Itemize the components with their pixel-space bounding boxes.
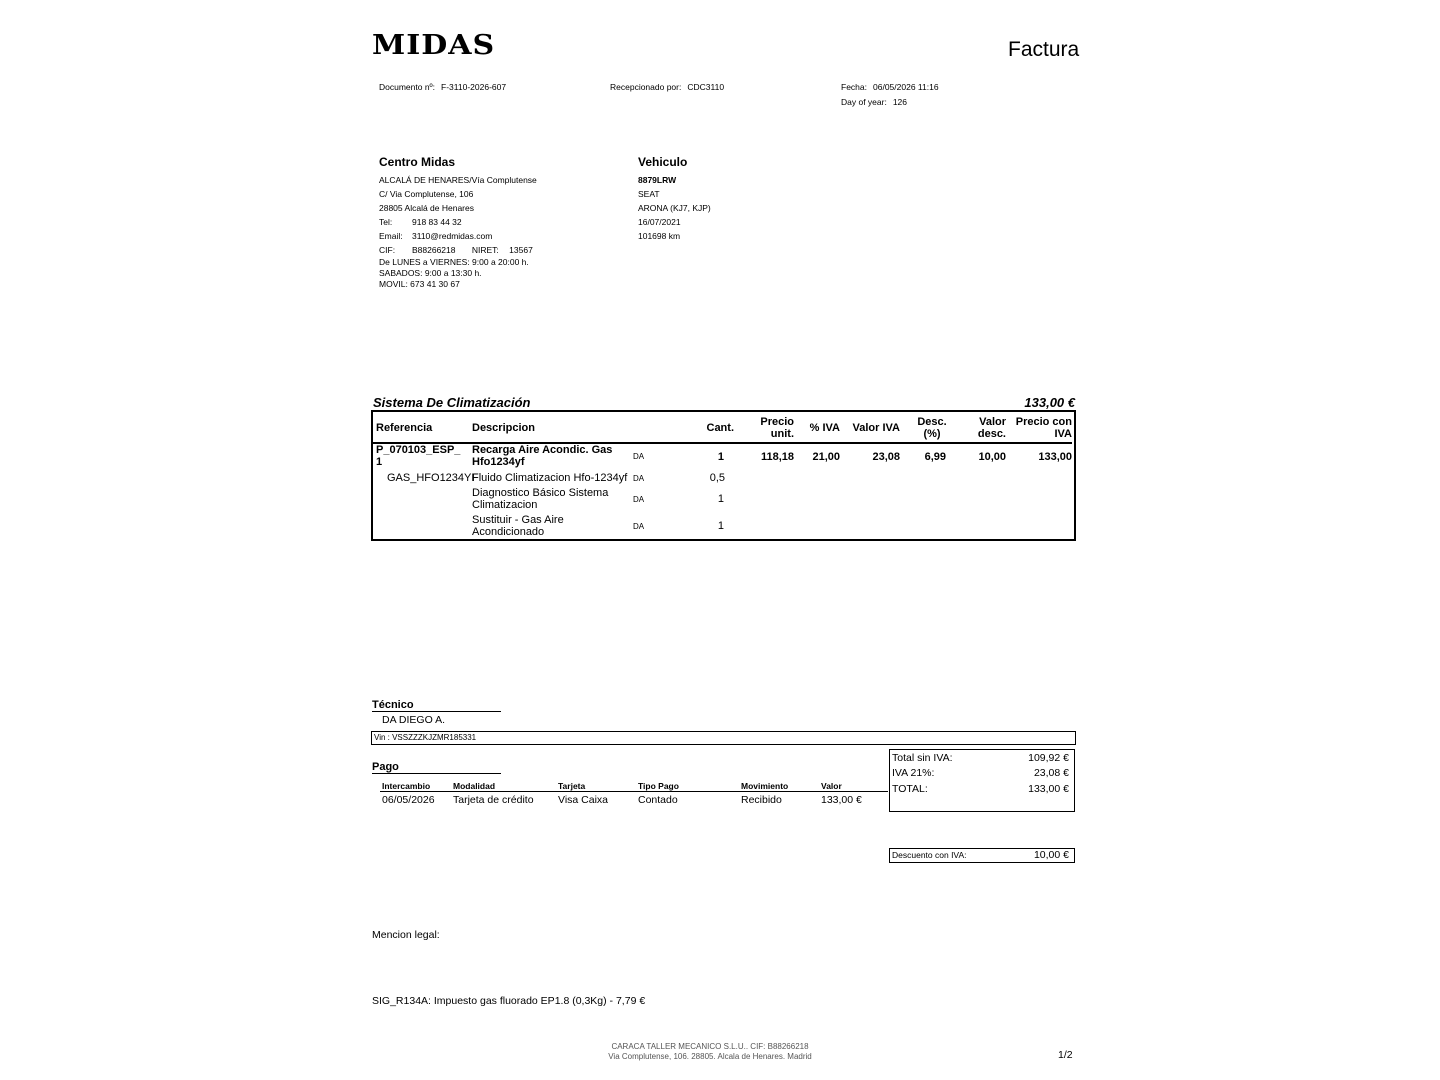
centro-hours2: SABADOS: 9:00 a 13:30 h.	[379, 268, 482, 278]
vehiculo-model: ARONA (KJ7, KJP)	[638, 203, 711, 213]
centro-line2: C/ Via Complutense, 106	[379, 189, 474, 199]
row1-desc-2: Hfo1234yf	[472, 456, 525, 468]
pago-valor: 133,00 €	[821, 794, 862, 806]
vehiculo-date: 16/07/2021	[638, 217, 681, 227]
row4-desc-1: Sustituir - Gas Aire	[472, 514, 564, 526]
recepcionado-por	[610, 82, 724, 92]
th-valor-desc-1: Valor	[979, 416, 1006, 428]
section-title: Sistema De Climatización	[373, 395, 531, 410]
row3-code: DA	[633, 495, 645, 504]
row1-ref-1: P_070103_ESP_	[376, 444, 461, 456]
centro-line3: 28805 Alcalá de Henares	[379, 203, 474, 213]
row3-cant: 1	[717, 493, 724, 505]
cif-label: CIF:	[379, 245, 396, 255]
row1-valor-iva: 23,08	[872, 451, 900, 463]
recepcionado-label: Recepcionado por:	[610, 82, 682, 92]
row2-cant: 0,5	[709, 472, 725, 484]
centro-hours1: De LUNES a VIERNES: 9:00 a 20:00 h.	[379, 257, 529, 267]
row4-desc	[472, 514, 564, 538]
day-value: 126	[892, 97, 908, 107]
tecnico-label: Técnico	[372, 699, 501, 712]
pago-th-tarjeta: Tarjeta	[558, 781, 586, 791]
total-value: 133,00 €	[1028, 783, 1069, 795]
footer-line2: Via Complutense, 106. 28805. Alcala de Henares. Madrid	[608, 1052, 812, 1061]
pago-tarjeta: Visa Caixa	[558, 794, 608, 806]
pago-th-tipo-pago: Tipo Pago	[638, 781, 679, 791]
niret-value: 13567	[509, 245, 533, 255]
descuento-label: Descuento con IVA:	[892, 850, 967, 860]
th-valor-desc	[960, 416, 1006, 440]
total-sin-iva-value: 109,92 €	[1028, 752, 1069, 764]
th-precio-unit	[744, 416, 794, 440]
fecha-value: 06/05/2026 11:16	[873, 82, 939, 92]
row3-desc	[472, 487, 608, 511]
centro-cif	[379, 243, 619, 257]
row4-code: DA	[633, 522, 645, 531]
day-label: Day of year:	[841, 97, 887, 107]
pago-th-intercambio: Intercambio	[382, 781, 431, 791]
total-label: TOTAL:	[892, 783, 928, 795]
th-descripcion: Descripcion	[472, 422, 535, 434]
vehiculo-title: Vehiculo	[638, 155, 688, 169]
th-cant: Cant.	[706, 422, 734, 434]
centro-tel	[379, 215, 619, 229]
th-desc-1: Desc.	[917, 416, 947, 428]
vehiculo-plate: 8879LRW	[638, 175, 677, 185]
day-of-year	[841, 97, 907, 107]
fecha-label: Fecha:	[841, 82, 867, 92]
niret-label: NIRET:	[471, 245, 499, 255]
centro-movil: MOVIL: 673 41 30 67	[379, 279, 460, 289]
mencion-legal: Mencion legal:	[372, 929, 440, 941]
row2-ref: GAS_HFO1234YF	[387, 472, 479, 484]
vin-box	[371, 731, 1076, 745]
descuento-value: 10,00 €	[1033, 849, 1069, 861]
pago-th-modalidad: Modalidad	[453, 781, 496, 791]
row2-code: DA	[633, 474, 645, 483]
row1-desc-1: Recarga Aire Acondic. Gas	[472, 444, 613, 456]
centro-block	[379, 155, 619, 290]
row1-precio: 118,18	[760, 451, 794, 463]
row4-desc-2: Acondicionado	[472, 526, 545, 538]
cif-value: B88266218	[412, 245, 456, 255]
footer-company	[560, 1042, 860, 1062]
row4-cant: 1	[717, 520, 724, 532]
section-total: 133,00 €	[1024, 395, 1075, 410]
th-valor-iva: Valor IVA	[852, 422, 900, 434]
table-row-1-ref	[376, 444, 460, 468]
footer-line1: CARACA TALLER MECANICO S.L.U.. CIF: B88266218	[611, 1042, 809, 1051]
recepcionado-value: CDC3110	[687, 82, 725, 92]
pago-label: Pago	[372, 761, 501, 774]
table-row-1-desc	[472, 444, 612, 468]
page-number: 1/2	[1058, 1049, 1073, 1061]
centro-email	[379, 229, 619, 243]
th-precio-unit-2: unit.	[770, 428, 794, 440]
row1-valor-desc: 10,00	[978, 451, 1006, 463]
row1-cant: 1	[717, 451, 724, 463]
documento-value: F-3110-2026-607	[441, 82, 507, 92]
vehiculo-km: 101698 km	[638, 231, 681, 241]
pago-movimiento: Recibido	[741, 794, 782, 806]
th-precio-iva	[1008, 416, 1072, 440]
row2-desc: Fluido Climatizacion Hfo-1234yf	[472, 472, 628, 484]
pago-th-movimiento: Movimiento	[741, 781, 789, 791]
total-sin-iva-label: Total sin IVA:	[892, 752, 953, 764]
midas-logo: MIDAS	[372, 29, 496, 62]
documento-number	[379, 82, 506, 92]
vin-text: Vin : VSSZZZKJZMR185331	[374, 733, 477, 742]
documento-label: Documento nº:	[379, 82, 436, 92]
row1-precio-iva: 133,00	[1038, 451, 1072, 463]
row3-desc-1: Diagnostico Básico Sistema	[472, 487, 609, 499]
centro-line1: ALCALÁ DE HENARES/Vía Complutense	[379, 175, 537, 185]
pago-tipo-pago: Contado	[638, 794, 678, 806]
row1-desc-pct: 6,99	[924, 451, 946, 463]
centro-title: Centro Midas	[379, 155, 456, 169]
row1-code: DA	[633, 452, 645, 461]
row3-desc-2: Climatizacion	[472, 499, 538, 511]
vehiculo-make: SEAT	[638, 189, 660, 199]
th-precio-iva-2: IVA	[1054, 428, 1072, 440]
row1-ref-2: 1	[376, 456, 383, 468]
th-precio-unit-1: Precio	[760, 416, 794, 428]
th-iva: % IVA	[809, 422, 840, 434]
th-desc-2: (%)	[923, 428, 941, 440]
pago-th-valor: Valor	[821, 781, 842, 791]
pago-modalidad: Tarjeta de crédito	[453, 794, 534, 806]
tel-label: Tel:	[379, 217, 393, 227]
sig-tax-note: SIG_R134A: Impuesto gas fluorado EP1.8 (0,3Kg) - 7,79 €	[372, 995, 646, 1007]
tel-value: 918 83 44 32	[412, 217, 462, 227]
row1-iva: 21,00	[812, 451, 840, 463]
th-valor-desc-2: desc.	[977, 428, 1006, 440]
tecnico-name: DA DIEGO A.	[382, 714, 446, 726]
pago-intercambio: 06/05/2026	[382, 794, 435, 806]
th-precio-iva-1: Precio con	[1015, 416, 1072, 428]
email-label: Email:	[379, 231, 403, 241]
th-referencia: Referencia	[376, 422, 433, 434]
fecha	[841, 82, 939, 92]
th-desc	[908, 416, 956, 440]
pago-header-rule	[380, 791, 888, 792]
document-title: Factura	[1008, 38, 1080, 61]
vehiculo-block	[638, 155, 838, 243]
iva-value: 23,08 €	[1033, 767, 1069, 779]
iva-label: IVA 21%:	[892, 767, 935, 779]
email-value: 3110@redmidas.com	[412, 231, 493, 241]
